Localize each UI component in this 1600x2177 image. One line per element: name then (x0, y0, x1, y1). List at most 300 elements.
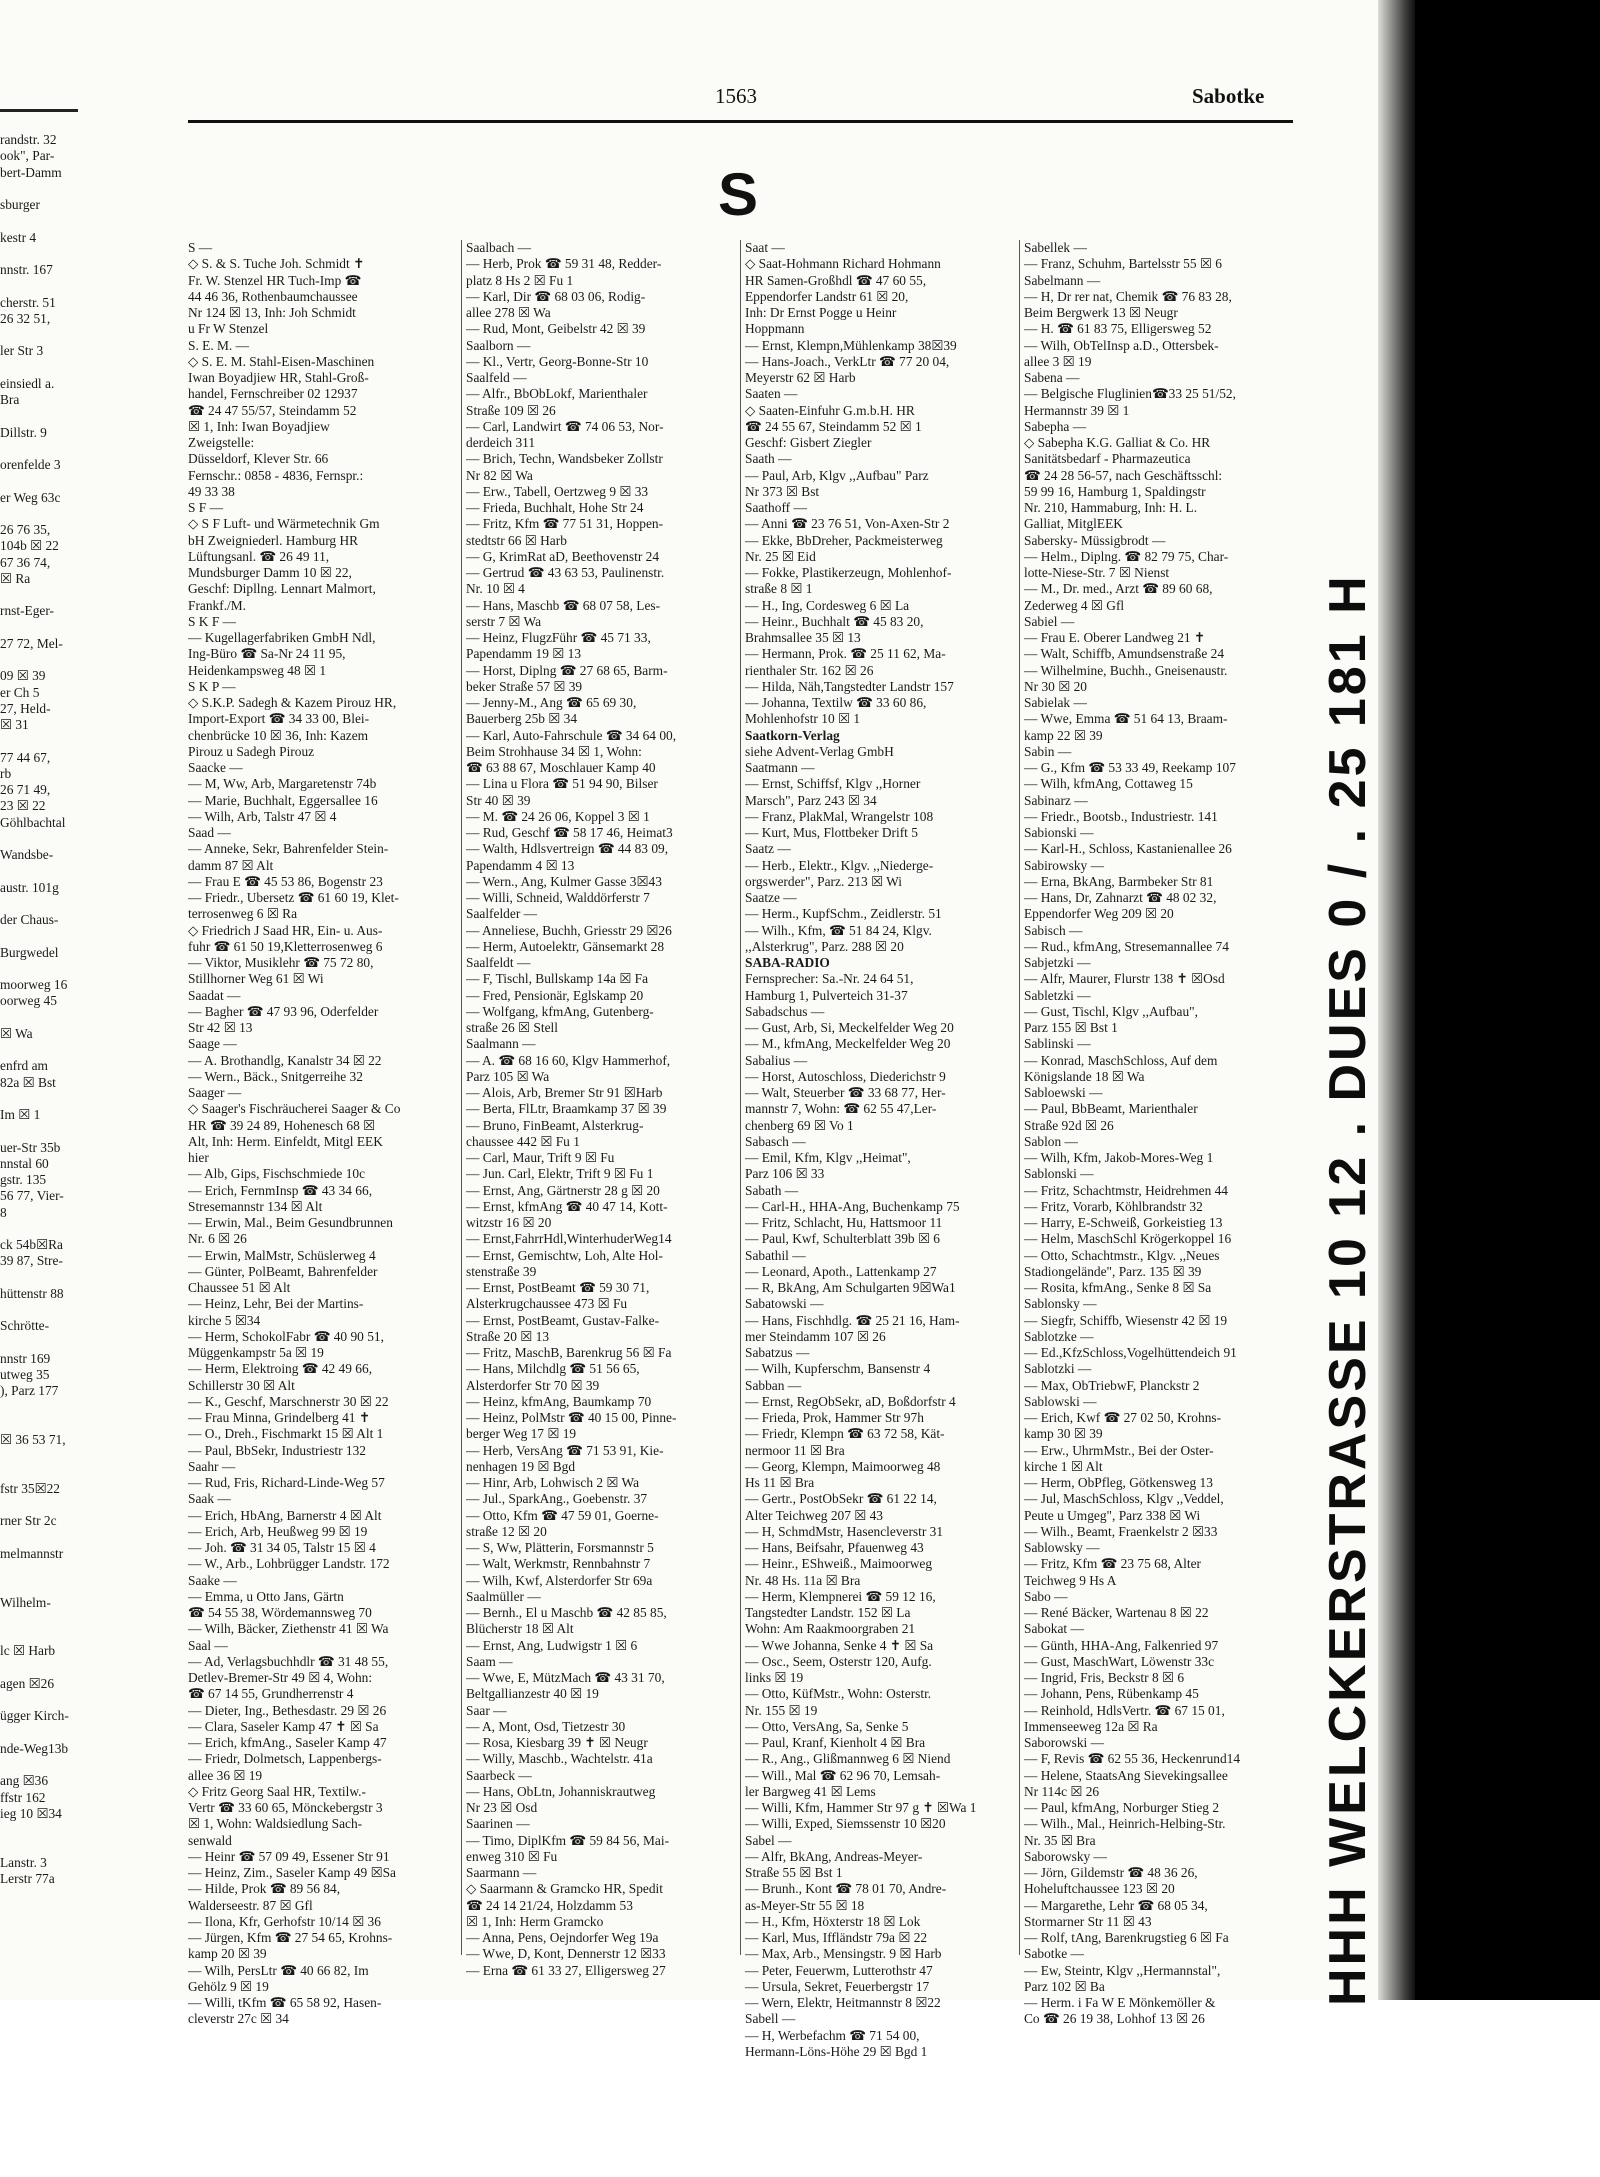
directory-line: — Kurt, Mus, Flottbeker Drift 5 (745, 825, 918, 840)
directory-line: Nr. 210, Hammaburg, Inh: H. L. (1024, 500, 1198, 515)
directory-line: ◇ S F Luft- und Wärmetechnik Gm (188, 516, 380, 532)
directory-line: ◇ Saager's Fischräucherei Saager & Co (188, 1101, 401, 1117)
directory-line: orgswerder", Parz. 213 ☒ Wi (745, 873, 903, 889)
directory-line: — Emil, Kfm, Klgv ,,Heimat", (745, 1150, 911, 1165)
directory-line: Mundsburger Damm 10 ☒ 22, (188, 565, 352, 580)
directory-line: — Frau E ☎ 45 53 86, Bogenstr 23 (188, 873, 383, 889)
fragment-line: Im ☒ 1 (0, 1107, 41, 1122)
fragment-line: kestr 4 (0, 229, 37, 245)
directory-line: Sabadschus — (745, 1003, 825, 1019)
directory-line: — Wwe, Emma ☎ 51 64 13, Braam- (1024, 711, 1228, 727)
directory-line: Saborowski — (1024, 1735, 1104, 1750)
directory-line: — Walth, Hdlsvertreign ☎ 44 83 09, (466, 841, 669, 857)
directory-line: — F, Revis ☎ 62 55 36, Heckenrund14 (1024, 1751, 1241, 1767)
directory-line: — Karl, Mus, Iffländstr 79a ☒ 22 (745, 1930, 928, 1945)
directory-line: Fr. W. Stenzel HR Tuch-Imp ☎ (188, 272, 362, 288)
directory-line: Blücherstr 18 ☒ Alt (466, 1621, 574, 1637)
directory-line: fuhr ☎ 61 50 19,Kletterrosenweg 6 (188, 938, 383, 954)
directory-line: — Ed.,KfzSchloss,Vogelhüttendeich 91 (1024, 1345, 1237, 1360)
directory-line: Sabo — (1024, 1588, 1068, 1604)
directory-line: — K., Geschf, Marschnerstr 30 ☒ 22 (188, 1393, 389, 1409)
fragment-line: randstr. 32 (0, 132, 57, 147)
directory-line: platz 8 Hs 2 ☒ Fu 1 (466, 272, 574, 288)
directory-line: — Paul, BbBeamt, Marienthaler (1024, 1101, 1198, 1117)
directory-line: ◇ S. E. M. Stahl-Eisen-Maschinen (188, 353, 375, 369)
directory-line: cleverstr 27c ☒ 34 (188, 2011, 289, 2027)
directory-line: — A. Brothandlg, Kanalstr 34 ☒ 22 (188, 1052, 382, 1068)
fragment-line: ook", Par- (0, 148, 55, 164)
directory-line: bH Zweigniederl. Hamburg HR (188, 532, 359, 548)
directory-line: Saam — (466, 1653, 513, 1669)
directory-line: Stresemannstr 134 ☒ Alt (188, 1198, 323, 1214)
directory-line: — Willy, Maschb., Wachtelstr. 41a (466, 1751, 653, 1767)
directory-line: Saak — (188, 1491, 231, 1507)
directory-line: — Heinz, FlugzFühr ☎ 45 71 33, (466, 630, 651, 645)
directory-column-4 (1024, 240, 1292, 2028)
directory-line: Beim Strohhause 34 ☒ 1, Wohn: (466, 743, 642, 759)
directory-line: — Rud, Geschf ☎ 58 17 46, Heimat3 (466, 825, 673, 840)
directory-line: — Herm., KupfSchm., Zeidlerstr. 51 (745, 906, 942, 922)
directory-line: — Ingrid, Fris, Beckstr 8 ☒ 6 (1024, 1670, 1185, 1685)
directory-line: — Hans, Beifsahr, Pfauenweg 43 (745, 1540, 924, 1555)
directory-line: Str 42 ☒ 13 (188, 1020, 253, 1035)
directory-line: Alsterkrugchaussee 473 ☒ Fu (466, 1296, 628, 1312)
fragment-line (0, 1578, 80, 1594)
directory-line: Saalfeld — (466, 370, 527, 385)
directory-line: — Wilh., Beamt, Fraenkelstr 2 ☒33 (1024, 1523, 1218, 1539)
fragment-line: 26 76 35, (0, 522, 51, 537)
directory-line: Beim Bergwerk 13 ☒ Neugr (1024, 305, 1178, 320)
directory-line: ☒ 1, Inh: Iwan Boyadjiew (188, 418, 330, 434)
fragment-line (0, 587, 80, 603)
fragment-line: ☒ 31 (0, 717, 29, 732)
fragment-line: agen ☒26 (0, 1675, 55, 1691)
directory-line: — G., Kfm ☎ 53 33 49, Reekamp 107 (1024, 760, 1236, 775)
fragment-line: 26 71 49, (0, 782, 51, 797)
directory-line: — Wilh, Bäcker, Ziethenstr 41 ☒ Wa (188, 1621, 389, 1637)
directory-line: — Paul, Arb, Klgv ,,Aufbau" Parz (745, 467, 929, 483)
directory-line: Chaussee 51 ☒ Alt (188, 1280, 291, 1295)
directory-line: — Horst, Autoschloss, Diederichstr 9 (745, 1068, 946, 1084)
directory-line: Sabin — (1024, 743, 1072, 759)
directory-line: Saake — (188, 1572, 237, 1588)
directory-line: — W., Arb., Lohbrügger Landstr. 172 (188, 1556, 390, 1572)
fragment-line (0, 1123, 80, 1139)
directory-line: — Heinr., EShweiß., Maimoorweg (745, 1556, 933, 1572)
directory-line: Parz 155 ☒ Bst 1 (1024, 1020, 1118, 1035)
fragment-line: ), Parz 177 (0, 1383, 59, 1399)
page-edge-shadow (1378, 0, 1418, 2000)
directory-line: Sablonski — (1024, 1166, 1094, 1182)
directory-line: — Hans, Dr, Zahnarzt ☎ 48 02 32, (1024, 890, 1217, 905)
directory-line: — Will., Mal ☎ 62 96 70, Lemsah- (745, 1767, 941, 1783)
directory-line: Nr 82 ☒ Wa (466, 467, 533, 483)
directory-line: — Wilh., Mal., Heinrich-Helbing-Str. (1024, 1816, 1226, 1832)
directory-line: — Jul, MaschSchloss, Klgv ,,Veddel, (1024, 1491, 1224, 1507)
directory-line: Nr 373 ☒ Bst (745, 483, 820, 499)
directory-line: — Herm, Autoelektr, Gänsemarkt 28 (466, 938, 665, 954)
directory-column-2 (466, 240, 734, 1979)
fragment-line: 82a ☒ Bst (0, 1074, 56, 1090)
directory-line: — Friedr, Dolmetsch, Lappenbergs- (188, 1751, 382, 1767)
directory-line: — Dieter, Ing., Bethesdastr. 29 ☒ 26 (188, 1702, 387, 1718)
directory-line: — Anna, Pens, Oejndorfer Weg 19a (466, 1930, 659, 1945)
directory-line: — Ernst, Ang, Gärtnerstr 28 g ☒ 20 (466, 1182, 660, 1198)
directory-line: Teichweg 9 Hs A (1024, 1572, 1117, 1588)
directory-line: ,,Alsterkrug", Parz. 288 ☒ 20 (745, 938, 904, 954)
directory-line: — Alfr, BkAng, Andreas-Meyer- (745, 1848, 923, 1864)
directory-line: — G, KrimRat aD, Beethovenstr 24 (466, 548, 660, 564)
directory-line: Saalborn — (466, 337, 531, 353)
fragment-line (0, 863, 80, 879)
directory-line: — Brunh., Kont ☎ 78 01 70, Andre- (745, 1881, 947, 1897)
directory-line: — Gertrud ☎ 43 63 53, Paulinenstr. (466, 565, 665, 580)
directory-line: — H, Werbefachm ☎ 71 54 00, (745, 2027, 920, 2043)
directory-line: — Berta, FlLtr, Braamkamp 37 ☒ 39 (466, 1101, 667, 1117)
directory-line: — Wilh, PersLtr ☎ 40 66 82, Im (188, 1962, 369, 1978)
directory-line: Nr. 155 ☒ 19 (745, 1702, 818, 1718)
directory-line: — Alois, Arb, Bremer Str 91 ☒Harb (466, 1085, 663, 1100)
fragment-line (0, 1416, 80, 1432)
page-number: 1563 (715, 84, 757, 108)
fragment-line (0, 1530, 80, 1546)
directory-line: — Lina u Flora ☎ 51 94 90, Bilser (466, 776, 658, 792)
directory-line: links ☒ 19 (745, 1670, 804, 1685)
directory-line: chaussee 442 ☒ Fu 1 (466, 1133, 580, 1149)
directory-line: u Fr W Stenzel (188, 321, 269, 337)
directory-line: rienthaler Str. 162 ☒ 26 (745, 662, 874, 678)
directory-line: Saalbach — (466, 240, 532, 255)
directory-line: — Herm, Elektroing ☎ 42 49 66, (188, 1361, 373, 1377)
directory-line: — Clara, Saseler Kamp 47 ✝ ☒ Sa (188, 1718, 379, 1734)
fragment-line: bert-Damm (0, 164, 62, 180)
directory-line: ◇ S. & S. Tuche Joh. Schmidt ✝ (188, 256, 365, 272)
directory-line: Saalmann — (466, 1036, 536, 1052)
directory-line: Sabisch — (1024, 922, 1083, 938)
directory-line: — Hilda, Näh,Tangstedter Landstr 157 (745, 678, 954, 694)
directory-line: Sabersky- Müssigbrodt — (1024, 532, 1166, 548)
column-divider (740, 240, 741, 1955)
directory-line: — Heinz, PolMstr ☎ 40 15 00, Pinne- (466, 1410, 677, 1425)
fragment-line (0, 1822, 80, 1838)
directory-line: — Johanna, Textilw ☎ 33 60 86, (745, 695, 927, 710)
directory-line: Saath — (745, 451, 792, 467)
directory-line: Mohlenhofstr 10 ☒ 1 (745, 711, 861, 727)
directory-line: — Jun. Carl, Elektr, Trift 9 ☒ Fu 1 (466, 1166, 654, 1182)
directory-line: — Helm., Diplng. ☎ 82 79 75, Char- (1024, 548, 1229, 564)
directory-line: S K P — (188, 678, 236, 694)
directory-line: — Reinhold, HdlsVertr. ☎ 67 15 01, (1024, 1702, 1225, 1718)
fragment-line: 77 44 67, (0, 749, 51, 765)
directory-line: ◇ Sabepha K.G. Galliat & Co. HR (1024, 435, 1211, 450)
directory-line: — Fokke, Plastikerzeugn, Mohlenhof- (745, 565, 952, 580)
directory-line: Nr. 48 Hs. 11a ☒ Bra (745, 1572, 861, 1588)
fragment-line: er Weg 63c (0, 489, 61, 505)
directory-line: Heidenkampsweg 48 ☒ 1 (188, 662, 327, 678)
directory-line: 44 46 36, Rothenbaumchaussee (188, 288, 358, 304)
fragment-line: rb (0, 765, 12, 781)
fragment-line: hüttenstr 88 (0, 1285, 64, 1301)
fragment-line: 39 87, Stre- (0, 1253, 63, 1269)
directory-line: — S, Ww, Plätterin, Forsmannstr 5 (466, 1540, 654, 1555)
directory-line: — O., Dreh., Fischmarkt 15 ☒ Alt 1 (188, 1426, 384, 1442)
directory-line: — Fritz, Vorarb, Köhlbrandstr 32 (1024, 1198, 1203, 1214)
directory-line: Sabelmann — (1024, 272, 1101, 288)
running-head: Sabotke (1192, 84, 1265, 108)
directory-line: Papendamm 19 ☒ 13 (466, 646, 582, 662)
directory-line: allee 3 ☒ 19 (1024, 353, 1092, 369)
fragment-line: nde-Weg13b (0, 1740, 69, 1756)
fragment-line: 8 (0, 1204, 7, 1220)
directory-line: Sabjetzki — (1024, 955, 1091, 970)
directory-line: Nr. 35 ☒ Bra (1024, 1832, 1096, 1848)
fragment-line (0, 246, 80, 262)
directory-line: — Gust, Arb, Si, Meckelfelder Weg 20 (745, 1020, 954, 1035)
directory-line: Bauerberg 25b ☒ 34 (466, 711, 578, 727)
directory-line: — Wilh, Kupferschm, Bansenstr 4 (745, 1361, 931, 1377)
directory-line: Meyerstr 62 ☒ Harb (745, 370, 856, 385)
fragment-line: fstr 35☒22 (0, 1480, 60, 1496)
directory-line: — Paul, kfmAng, Norburger Stieg 2 (1024, 1800, 1220, 1815)
directory-line: Sabalius — (745, 1052, 808, 1068)
directory-line: Frankf./M. (188, 597, 247, 613)
directory-line: Stillhorner Weg 61 ☒ Wi (188, 971, 324, 987)
directory-line: Alter Teichweg 207 ☒ 43 (745, 1507, 883, 1523)
directory-line: — Heinz, kfmAng, Baumkamp 70 (466, 1393, 652, 1409)
directory-line: chenberg 69 ☒ Vo 1 (745, 1117, 854, 1133)
directory-line: — Gertr., PostObSekr ☎ 61 22 14, (745, 1491, 937, 1507)
directory-line: — Erna, BkAng, Barmbeker Str 81 (1024, 873, 1214, 889)
directory-line: Saarinen — (466, 1816, 530, 1832)
fragment-line: 27, Held- (0, 700, 51, 716)
fragment-line: ügger Kirch- (0, 1708, 69, 1724)
directory-line: — Helene, StaatsAng Sievekingsallee (1024, 1767, 1228, 1783)
directory-line: — Wilh, kfmAng, Cottaweg 15 (1024, 776, 1193, 792)
directory-line: Hs 11 ☒ Bra (745, 1475, 815, 1490)
fragment-line: rner Str 2c (0, 1513, 57, 1529)
fragment-line: Lanstr. 3 (0, 1854, 47, 1870)
directory-line: — Wolfgang, kfmAng, Gutenberg- (466, 1003, 654, 1019)
directory-line: ☎ 24 55 67, Steindamm 52 ☒ 1 (745, 418, 922, 434)
directory-line: — Ernst,FahrrHdl,WinterhuderWeg14 (466, 1231, 672, 1247)
directory-line: Parz 102 ☒ Ba (1024, 1978, 1105, 1994)
directory-line: Saacke — (188, 760, 243, 775)
fragment-line: ieg 10 ☒34 (0, 1805, 62, 1821)
directory-line: Saalfeldt — (466, 955, 531, 970)
directory-line: kirche 5 ☒34 (188, 1312, 261, 1328)
fragment-line (0, 1725, 80, 1741)
column-divider (461, 240, 462, 1955)
directory-line: — Horst, Diplng ☎ 27 68 65, Barm- (466, 662, 668, 678)
directory-line: ◇ Saat-Hohmann Richard Hohmann (745, 256, 941, 272)
fragment-line (0, 1042, 80, 1058)
directory-line: Düsseldorf, Klever Str. 66 (188, 451, 329, 467)
directory-line: Sablonsky — (1024, 1296, 1097, 1312)
directory-line: Papendamm 4 ☒ 13 (466, 857, 575, 873)
fragment-line (0, 1270, 80, 1286)
directory-line: — Hans-Joach., VerkLtr ☎ 77 20 04, (745, 353, 950, 369)
directory-line: Sablowsky — (1024, 1540, 1100, 1555)
directory-line: Hoppmann (745, 321, 805, 337)
directory-line: — Heinz, Lehr, Bei der Martins- (188, 1296, 364, 1312)
directory-line: — H, SchmdMstr, Hasencleverstr 31 (745, 1523, 944, 1539)
fragment-line: ☒ 36 53 71, (0, 1432, 66, 1447)
directory-line: — Walt, Werkmstr, Rennbahnstr 7 (466, 1556, 651, 1572)
fragment-line (0, 1757, 80, 1773)
directory-line: — Ad, Verlagsbuchhdlr ☎ 31 48 55, (188, 1653, 389, 1669)
directory-line: Saal — (188, 1637, 228, 1653)
directory-line: — Rosa, Kiesbarg 39 ✝ ☒ Neugr (466, 1735, 648, 1750)
directory-line: — Herb., Elektr., Klgv. ,,Niederge- (745, 857, 934, 873)
directory-line: — Carl, Maur, Trift 9 ☒ Fu (466, 1150, 615, 1165)
directory-line: Saatkorn-Verlag (745, 727, 840, 743)
directory-line: Sabell — (745, 2011, 796, 2027)
directory-line: Sablotzke — (1024, 1328, 1094, 1344)
directory-line: — Belgische Fluglinien☎33 25 51/52, (1024, 386, 1236, 402)
directory-line: Eppendorfer Landstr 61 ☒ 20, (745, 288, 909, 304)
directory-line: Sabielak — (1024, 695, 1087, 710)
directory-line: ler Bargweg 41 ☒ Lems (745, 1783, 876, 1799)
directory-line: Eppendorfer Weg 209 ☒ 20 (1024, 906, 1174, 922)
directory-line: — Helm, MaschSchl Krögerkoppel 16 (1024, 1231, 1232, 1247)
directory-line: senwald (188, 1832, 232, 1848)
directory-line: straße 8 ☒ 1 (745, 581, 813, 597)
directory-line: — Ew, Steintr, Klgv ,,Hermannstal", (1024, 1962, 1221, 1978)
fragment-line: austr. 101g (0, 879, 59, 895)
fragment-line: ffstr 162 (0, 1789, 46, 1805)
directory-line: Fernsprecher: Sa.-Nr. 24 64 51, (745, 971, 914, 987)
fragment-line: rnst-Eger- (0, 603, 55, 619)
directory-line: Ing-Büro ☎ Sa-Nr 24 11 95, (188, 646, 346, 662)
directory-line: — R, BkAng, Am Schulgarten 9☒Wa1 (745, 1280, 956, 1295)
directory-line: ☎ 24 14 21/24, Holzdamm 53 (466, 1897, 633, 1913)
fragment-line: er Ch 5 (0, 684, 40, 700)
directory-line: Saatmann — (745, 760, 815, 775)
fragment-line: nnstr 169 (0, 1350, 51, 1366)
directory-line: — Hermann, Prok. ☎ 25 11 62, Ma- (745, 646, 946, 662)
directory-line: Marsch", Parz 243 ☒ 34 (745, 792, 877, 808)
directory-line: Hamburg 1, Pulverteich 31-37 (745, 987, 908, 1003)
directory-line: serstr 7 ☒ Wa (466, 613, 542, 629)
directory-line: Fernschr.: 0858 - 4836, Fernspr.: (188, 467, 364, 483)
directory-line: — Ernst, Gemischtw, Loh, Alte Hol- (466, 1247, 663, 1263)
directory-line: — Ekke, BbDreher, Packmeisterweg (745, 532, 943, 548)
fragment-line (0, 1335, 80, 1351)
directory-line: — Max, ObTriebwF, Planckstr 2 (1024, 1377, 1200, 1393)
directory-line: — Timo, DiplKfm ☎ 59 84 56, Mai- (466, 1832, 670, 1848)
fragment-line: gstr. 135 (0, 1172, 47, 1187)
fragment-line: ler Str 3 (0, 343, 44, 359)
fragment-line (0, 928, 80, 944)
directory-line: — Willi, Exped, Siemssenstr 10 ☒20 (745, 1816, 946, 1832)
directory-line: — M., kfmAng, Meckelfelder Weg 20 (745, 1036, 951, 1052)
directory-line: — Walt, Steuerber ☎ 33 68 77, Her- (745, 1085, 946, 1100)
directory-line: Sabionski — (1024, 825, 1094, 840)
directory-line: Saage — (188, 1036, 237, 1052)
directory-line: Sabban — (745, 1377, 802, 1393)
fragment-line: uer-Str 35b (0, 1139, 61, 1155)
fragment-line: ang ☒36 (0, 1773, 49, 1789)
directory-line: ☎ 67 14 55, Grundherrenstr 4 (188, 1686, 354, 1702)
previous-page-header-rule (0, 109, 78, 112)
directory-line: — Jörn, Gildemstr ☎ 48 36 26, (1024, 1865, 1198, 1880)
directory-line: Saatze — (745, 890, 797, 905)
fragment-line (0, 181, 80, 197)
fragment-line: ck 54b☒Ra (0, 1237, 63, 1252)
directory-line: Sabath — (745, 1182, 799, 1198)
directory-line: Saat — (745, 240, 785, 255)
directory-line: Sabinarz — (1024, 792, 1088, 808)
fragment-line (0, 213, 80, 229)
directory-line: Sabokat — (1024, 1621, 1084, 1637)
directory-line: — Günth, HHA-Ang, Falkenried 97 (1024, 1637, 1219, 1653)
fragment-line (0, 1302, 80, 1318)
directory-line: stedtstr 66 ☒ Harb (466, 532, 567, 548)
directory-line: Alt, Inh: Herm. Einfeldt, Mitgl EEK (188, 1133, 383, 1149)
directory-line: — R., Ang., Glißmannweg 6 ☒ Niend (745, 1751, 951, 1767)
directory-line: — Erich, Arb, Heußweg 99 ☒ 19 (188, 1523, 368, 1539)
fragment-line: orenfelde 3 (0, 457, 61, 472)
directory-line: — Rud., kfmAng, Stresemannallee 74 (1024, 938, 1229, 954)
fragment-line: sburger (0, 197, 40, 212)
section-letter: S (718, 161, 759, 228)
directory-line: — Fritz, Kfm ☎ 23 75 68, Alter (1024, 1556, 1201, 1572)
directory-line: allee 278 ☒ Wa (466, 305, 551, 320)
directory-line: Saad — (188, 825, 231, 840)
fragment-line: cherstr. 51 (0, 294, 56, 310)
directory-line: kirche 1 ☒ Alt (1024, 1458, 1103, 1474)
directory-line: — Otto, VersAng, Sa, Senke 5 (745, 1718, 909, 1734)
directory-line: — H., Ing, Cordesweg 6 ☒ La (745, 597, 910, 613)
directory-line: — Frieda, Buchhalt, Hohe Str 24 (466, 500, 644, 515)
directory-line: — H., Kfm, Höxterstr 18 ☒ Lok (745, 1913, 921, 1929)
fragment-line (0, 1497, 80, 1513)
directory-line: — Peter, Feuerwm, Lutterothstr 47 (745, 1962, 933, 1978)
directory-line: — Ernst, PostBeamt ☎ 59 30 71, (466, 1280, 650, 1295)
directory-line: — Frau Minna, Grindelberg 41 ✝ (188, 1410, 371, 1425)
directory-line: allee 36 ☒ 19 (188, 1767, 263, 1783)
directory-line: ☎ 24 47 55/57, Steindamm 52 (188, 402, 357, 418)
directory-line: Stadiongelände", Parz. 135 ☒ 39 (1024, 1263, 1202, 1279)
directory-line: — Otto, Schachtmstr., Klgv. ,,Neues (1024, 1247, 1220, 1263)
fragment-line (0, 1448, 80, 1464)
fragment-line (0, 278, 80, 294)
directory-line: hier (188, 1150, 209, 1165)
directory-line: — Willi, Kfm, Hammer Str 97 g ✝ ☒Wa 1 (745, 1800, 977, 1815)
directory-line: Straße 92d ☒ 26 (1024, 1117, 1114, 1133)
directory-line: — Willi, tKfm ☎ 65 58 92, Hasen- (188, 1995, 382, 2010)
fragment-line: einsiedl a. (0, 375, 55, 391)
directory-line: — Bruno, FinBeamt, Alsterkrug- (466, 1117, 644, 1133)
directory-line: — Franz, Schuhm, Bartelsstr 55 ☒ 6 (1024, 256, 1222, 272)
directory-line: — Willi, Schneid, Walddörferstr 7 (466, 890, 650, 905)
fragment-line: 09 ☒ 39 (0, 668, 46, 684)
directory-line: — Friedr, Klempn ☎ 63 72 58, Kät- (745, 1426, 945, 1442)
directory-line: — Margarethe, Lehr ☎ 68 05 34, (1024, 1897, 1208, 1913)
directory-line: Inh: Dr Ernst Pogge u Heinr (745, 305, 897, 320)
directory-line: — Alb, Gips, Fischschmiede 10c (188, 1166, 366, 1182)
fragment-line (0, 620, 80, 636)
fragment-line: 104b ☒ 22 (0, 538, 59, 554)
directory-line: — Paul, Kwf, Schulterblatt 39b ☒ 6 (745, 1231, 940, 1247)
directory-line: — Ernst, RegObSekr, aD, Boßdorfstr 4 (745, 1393, 956, 1409)
side-stamp: HHH WELCKERSTRASSE 10 12 . DUES 0 / . 25 181 H (1319, 573, 1377, 2006)
directory-line: — H. ☎ 61 83 75, Elligersweg 52 (1024, 321, 1212, 337)
directory-line: S — (188, 240, 213, 255)
directory-line: — Jürgen, Kfm ☎ 27 54 65, Krohns- (188, 1930, 393, 1945)
directory-line: — Fred, Pensionär, Eglskamp 20 (466, 987, 644, 1003)
directory-line: kamp 30 ☒ 39 (1024, 1426, 1103, 1442)
